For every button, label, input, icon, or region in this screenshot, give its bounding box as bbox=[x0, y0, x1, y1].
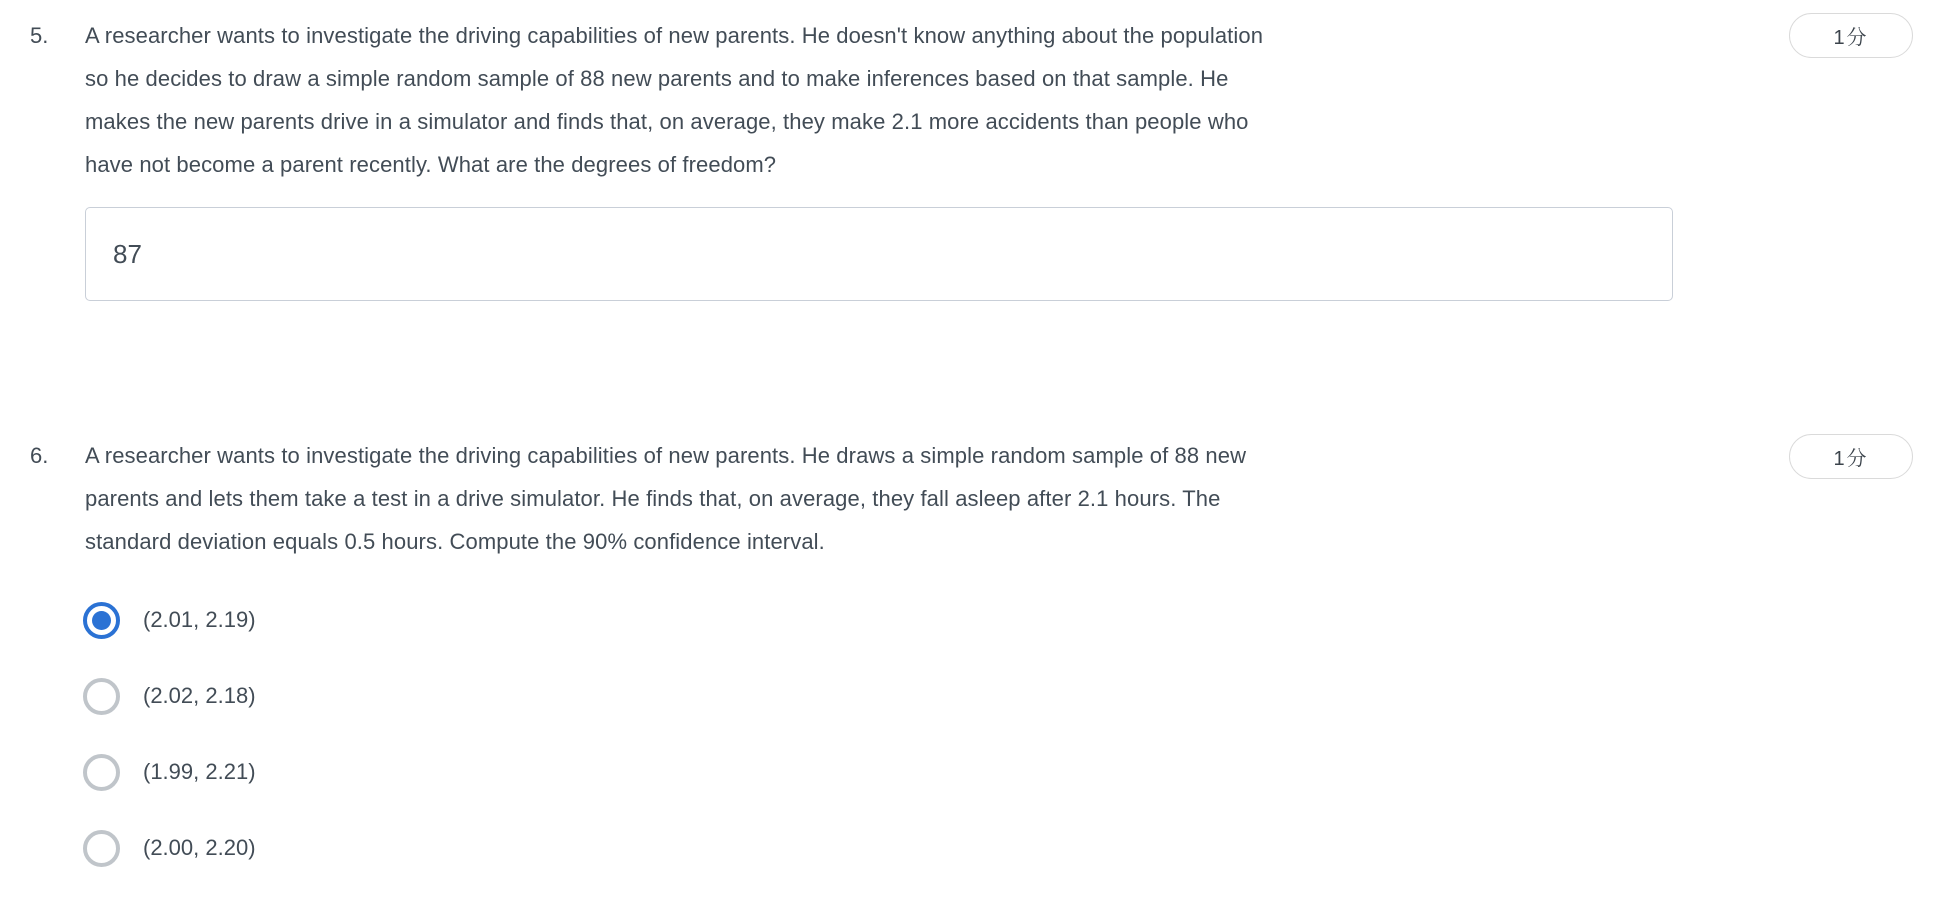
radio-button[interactable] bbox=[83, 602, 120, 639]
radio-button[interactable] bbox=[83, 678, 120, 715]
question-text-line: so he decides to draw a simple random sample of 88 new parents and to make inferences based on that sample. He bbox=[85, 66, 1229, 91]
option-label: (1.99, 2.21) bbox=[143, 759, 256, 784]
question-number: 6. bbox=[30, 443, 49, 468]
question-text-line: A researcher wants to investigate the driving capabilities of new parents. He draws a simple random sample of 88 new bbox=[85, 443, 1247, 468]
answer-option[interactable] bbox=[83, 601, 256, 639]
option-label: (2.02, 2.18) bbox=[143, 683, 256, 708]
answer-input[interactable] bbox=[85, 207, 1673, 301]
question-number: 5. bbox=[30, 23, 49, 48]
option-label: (2.00, 2.20) bbox=[143, 835, 256, 860]
question-text-line: A researcher wants to investigate the driving capabilities of new parents. He doesn't know anything about the population bbox=[85, 23, 1264, 48]
points-badge: 1分 bbox=[1789, 434, 1913, 479]
radio-button[interactable] bbox=[83, 830, 120, 867]
question-text bbox=[85, 434, 1246, 563]
answer-option[interactable] bbox=[83, 753, 256, 791]
question-text-line: standard deviation equals 0.5 hours. Compute the 90% confidence interval. bbox=[85, 529, 825, 554]
answer-option[interactable] bbox=[83, 677, 256, 715]
question-text-line: have not become a parent recently. What are the degrees of freedom? bbox=[85, 152, 777, 177]
answer-option[interactable] bbox=[83, 829, 256, 867]
points-badge: 1分 bbox=[1789, 13, 1913, 58]
question-text-line: parents and lets them take a test in a drive simulator. He finds that, on average, they fall asleep after 2.1 hours. The bbox=[85, 486, 1221, 511]
option-label: (2.01, 2.19) bbox=[143, 607, 256, 632]
question-text bbox=[85, 14, 1263, 186]
radio-button[interactable] bbox=[83, 754, 120, 791]
question-text-line: makes the new parents drive in a simulator and finds that, on average, they make 2.1 more accidents than people who bbox=[85, 109, 1249, 134]
